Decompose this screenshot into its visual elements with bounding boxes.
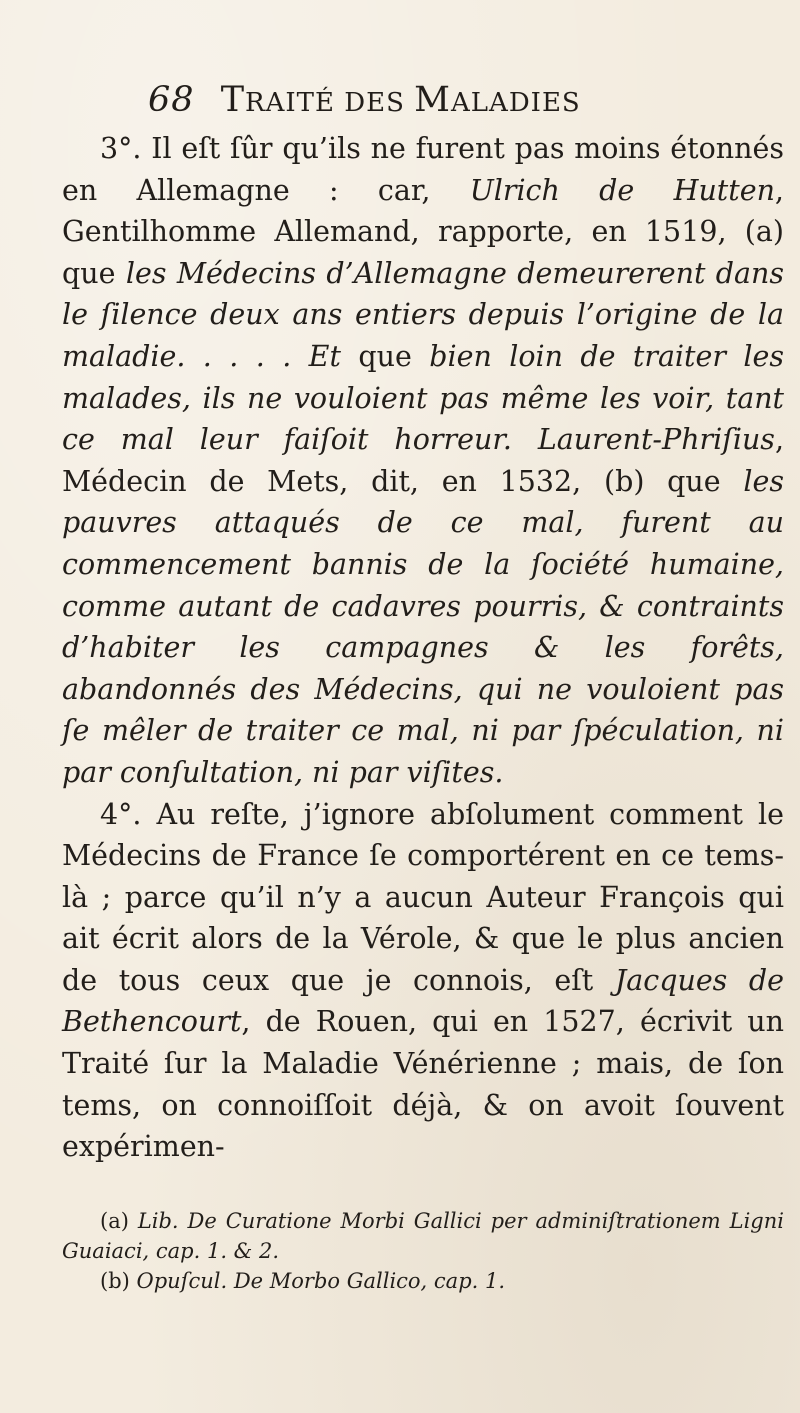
p3-text-3: que (340, 339, 430, 373)
footnote-b (62, 1266, 784, 1296)
paragraph-3 (62, 128, 784, 794)
footnote-b-mark: (b) (100, 1269, 137, 1293)
running-title-initial-2: M (414, 80, 452, 120)
footnote-a (62, 1206, 784, 1266)
main-text (62, 128, 784, 1168)
p3-name-hutten: Ulrich de Hutten (469, 173, 775, 207)
p3-text-1: 3°. Il eſt ſûr qu’ils ne furent pas moins étonnés en Allemagne : car, (62, 132, 784, 207)
p4-name-bethencourt: Jacques de Bethencourt (62, 963, 785, 1039)
footnote-b-text: Opuſcul. De Morbo Gallico, cap. 1. (136, 1269, 506, 1293)
footnote-a-text: Lib. De Curatione Morbi Gallici per adminiſtrationem Ligni Guaiaci, cap. 1. & 2. (62, 1209, 784, 1263)
running-title-rest-2: ALADIES (451, 88, 581, 118)
p4-text-1: 4°. Au reſte, j’ignore abſolument comment le Médecins de France ſe comportérent en ce tems-là ; parce qu’il n’y a aucun Auteur François qui ait écrit alors de la Vérole, & que le plus ancien de tous ceux que je connois, eſt (62, 797, 784, 997)
running-title-initial-1: T (220, 80, 246, 120)
p3-quote-3: les pauvres attaqués de ce mal, furent au commencement bannis de la ſociété humaine, comme autant de cadavres pourris, & contraints d’habiter les campagnes & les forêts, abandonnés des Médecins, qui ne vouloient pas ſe mêler de traiter ce mal, ni par ſpéculation, ni par conſultation, ni par viſites. (62, 464, 784, 789)
running-header (148, 80, 778, 124)
p4-text-2: , de Rouen, qui en 1527, écrivit un Traité ſur la Maladie Vénérienne ; mais, de ſon tems, on connoiſſoit déjà, & on avoit ſouvent expérimen- (62, 1005, 784, 1164)
footnote-a-mark: (a) (100, 1209, 138, 1233)
footnotes (62, 1206, 784, 1296)
paragraph-4 (62, 794, 784, 1168)
page-number: 68 (148, 80, 195, 120)
p3-quote-1: les Médecins d’Allemagne demeurerent dans le ſilence deux ans entiers depuis l’origine de la maladie. . . . . Et (62, 256, 784, 373)
p3-text-2: , Gentilhomme Allemand, rapporte, en 1519, (a) que (62, 173, 784, 290)
p3-quote-2: bien loin de traiter les malades, ils ne vouloient pas même les voir, tant ce mal leur faiſoit horreur. Laurent-Phriſius (62, 339, 785, 457)
p3-text-4: , Médecin de Mets, dit, en 1532, (b) que (62, 423, 784, 498)
running-title-rest-1: RAITÉ DES (245, 88, 415, 118)
running-title (221, 80, 581, 120)
